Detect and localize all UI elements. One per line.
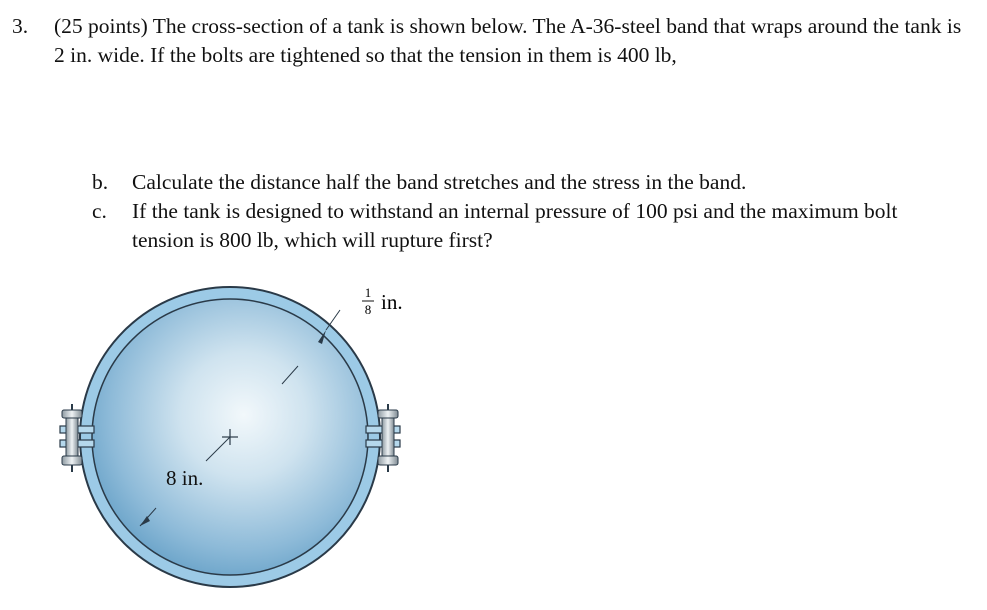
problem-3 [12,12,974,70]
part-b-text: Calculate the distance half the band stretches and the stress in the band. [132,170,747,194]
thickness-label [362,285,403,317]
radius-label: 8 in. [166,466,204,490]
part-c-letter: c. [92,199,107,223]
thickness-numerator: 1 [364,285,372,300]
part-b-letter: b. [92,170,109,194]
part-c-text: If the tank is designed to withstand an internal pressure of 100 psi and the maximum bolt tension is 800 lb, which will rupture first? [132,199,898,252]
thickness-denominator: 8 [364,302,372,317]
thickness-unit: in. [381,290,403,314]
problem-number: 3. [12,14,29,38]
tank-cross-section-figure [0,280,460,600]
problem-stem: (25 points) The cross-section of a tank is shown below. The A-36-steel band that wraps around the tank is 2 in. wide. If the bolts are tightened so that the tension in them is 400 lb, [54,14,962,67]
